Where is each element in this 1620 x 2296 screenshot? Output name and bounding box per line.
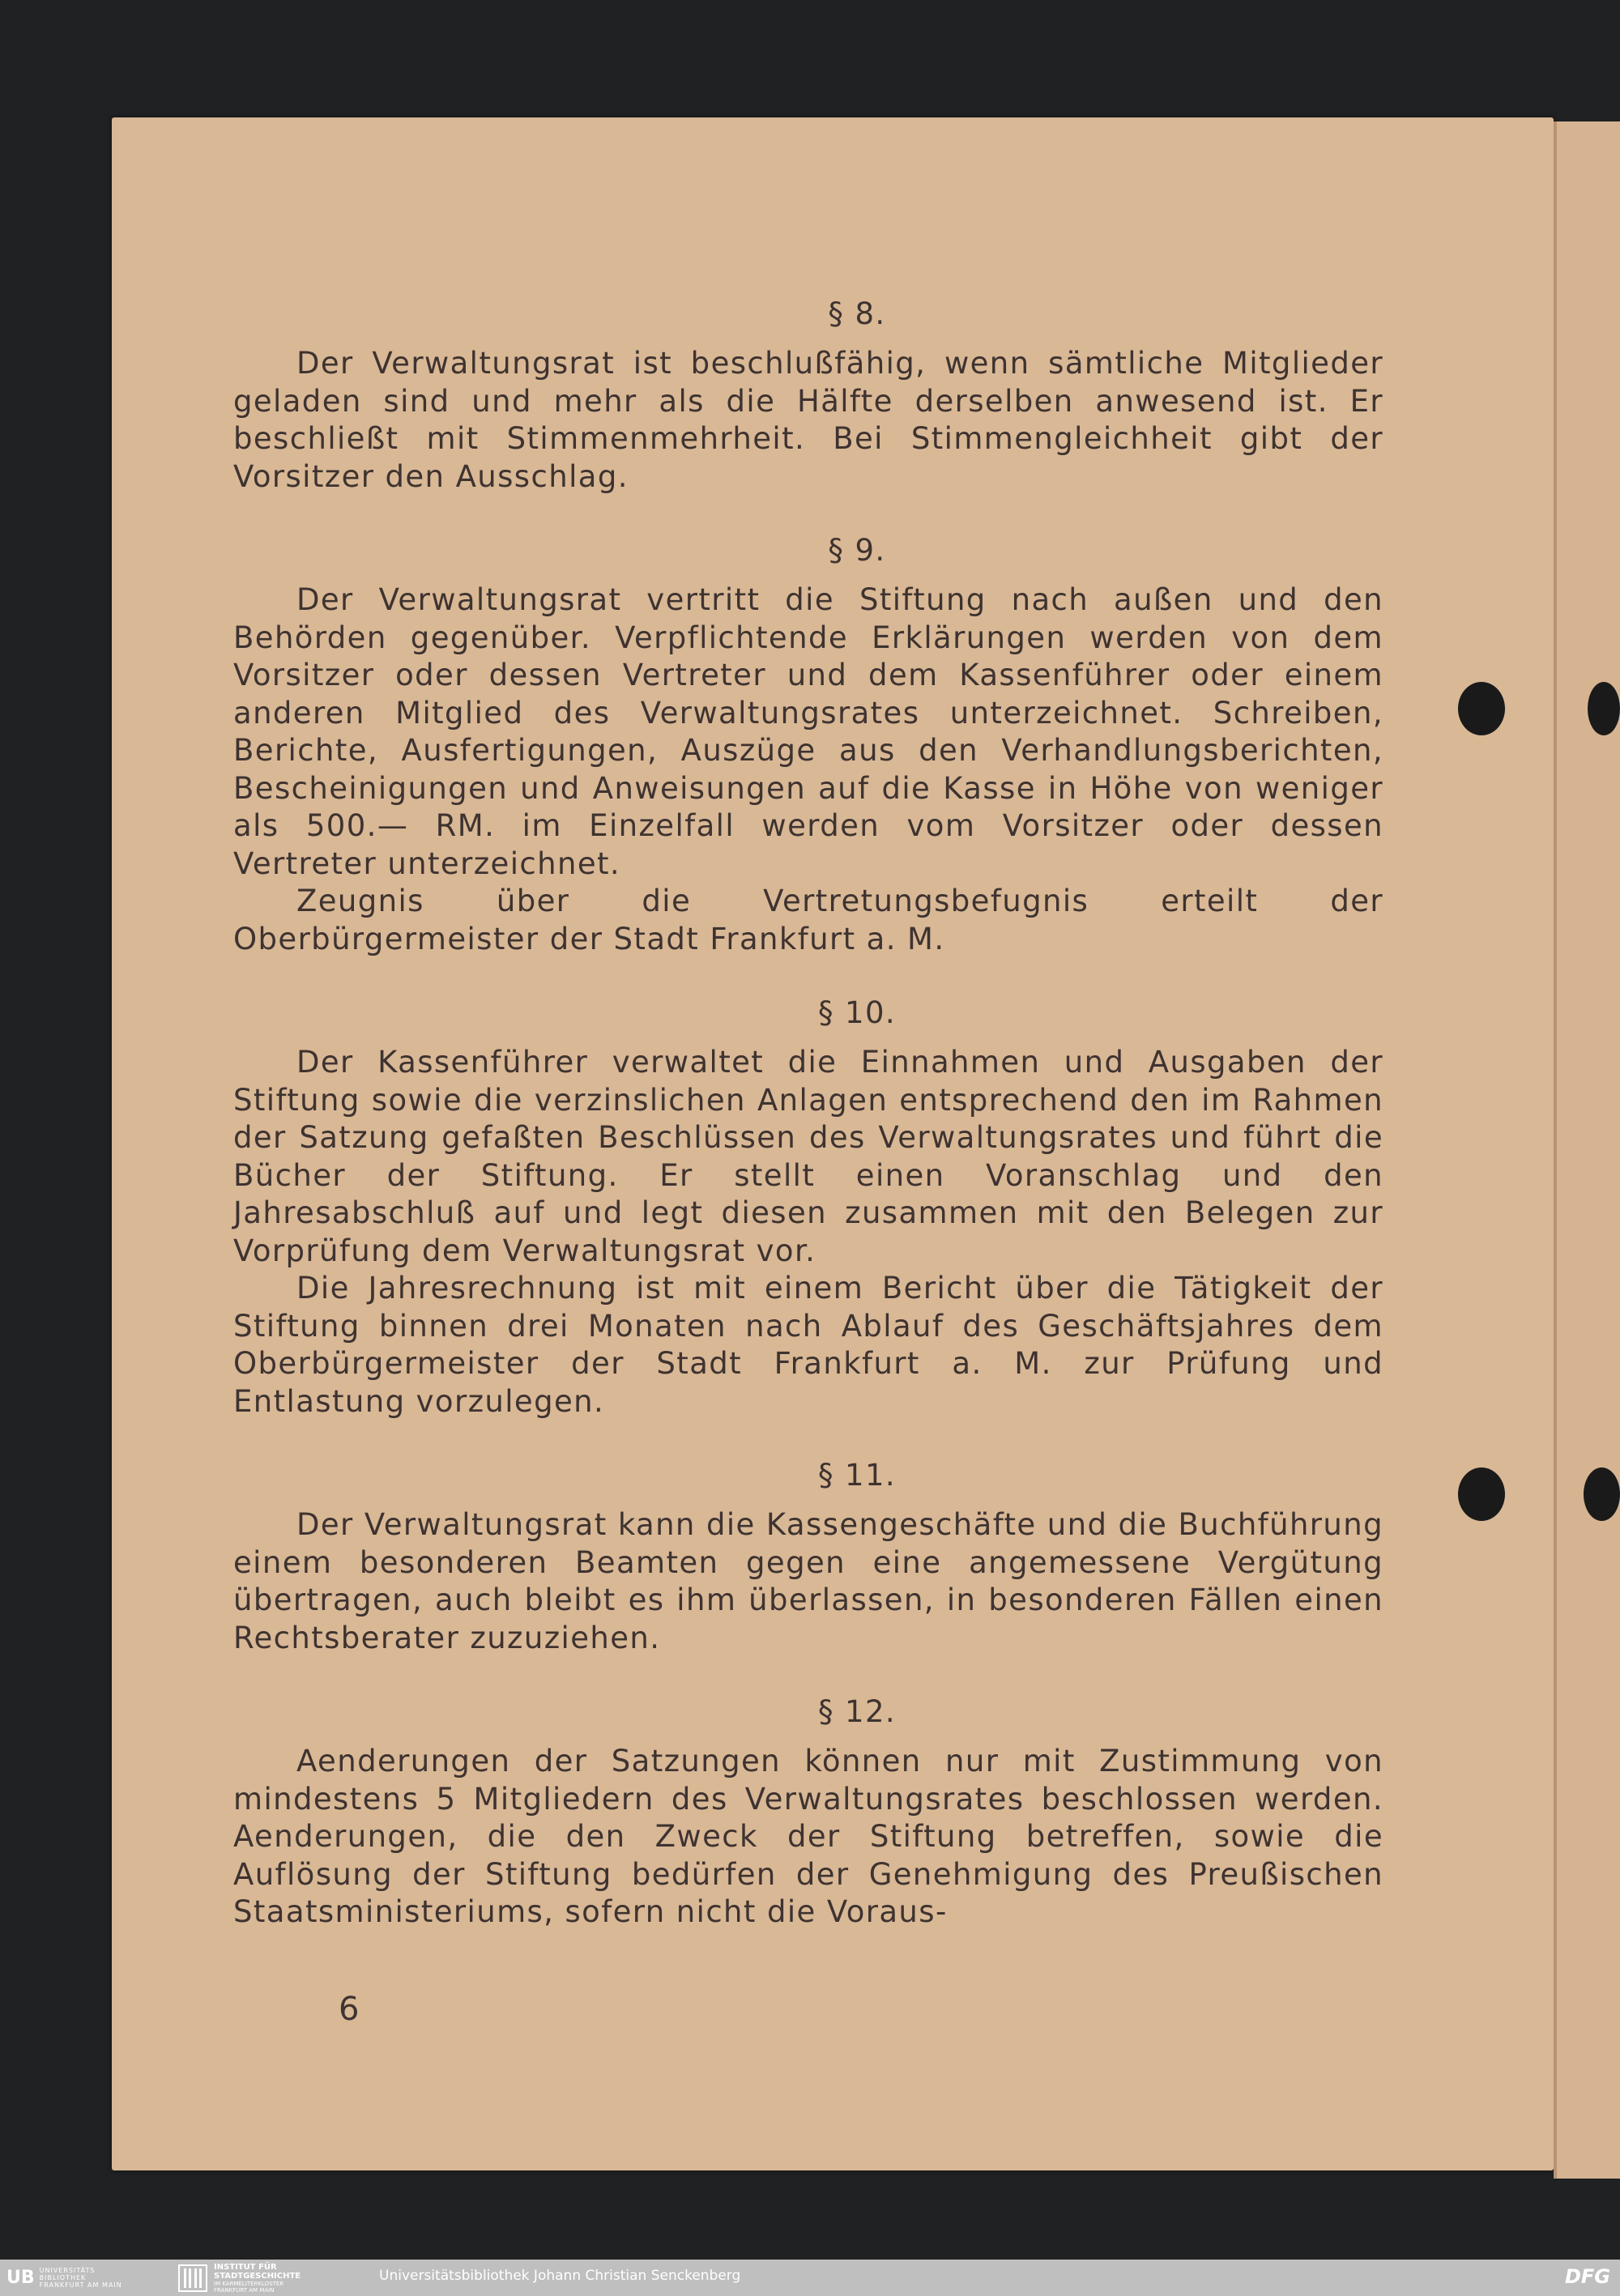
section-title: § 11. [817,1458,897,1493]
ub-logo-text: UB [6,2268,35,2288]
section [233,1453,1383,1657]
section [233,292,1383,496]
dfg-logo: DFG [1564,2265,1610,2288]
punch-hole-next-lower [1584,1467,1620,1521]
document-body [233,292,1383,1964]
institute-caption [214,2263,301,2294]
institute-line: FRANKFURT AM MAIN [214,2286,275,2294]
ub-caption-line: UNIVERSITÄTS [39,2267,96,2274]
punch-hole-next-upper [1588,682,1620,735]
page-number: 6 [339,1991,360,2028]
section-title: § 9. [828,533,886,568]
adjacent-page-edge [1554,121,1620,2179]
section [233,990,1383,1421]
punch-hole-lower [1458,1467,1505,1521]
paragraph: Zeugnis über die Vertretungsbefugnis erteilt der Oberbürgermeister der Stadt Frankfurt a. M. [233,884,1383,956]
section-title: § 12. [817,1694,897,1729]
section [233,528,1383,958]
paragraph: Der Verwaltungsrat ist beschlußfähig, wenn sämtliche Mitglieder geladen sind und mehr als die Hälfte derselben anwesend ist. Er beschließt mit Stimmenmehrheit. Bei Stimmengleichheit gibt der Vorsitzer den Ausschlag. [233,346,1383,494]
paragraph: Der Verwaltungsrat kann die Kassengeschäfte und die Buchführung einem besonderen Beamten gegen eine angemessene Vergütung übertragen, auch bleibt es ihm überlassen, in besonderen Fällen einen Rechtsberater zuzuziehen. [233,1507,1383,1655]
section [233,1689,1383,1932]
library-name: Universitätsbibliothek Johann Christian Senckenberg [379,2268,741,2284]
paragraph: Die Jahresrechnung ist mit einem Bericht über die Tätigkeit der Stiftung binnen drei Monaten nach Ablauf des Geschäftsjahres dem Oberbürgermeister der Stadt Frankfurt a. M. zur Prüfung und Entlastung vorzulegen. [233,1271,1383,1419]
section-title: § 10. [817,995,897,1030]
punch-hole-upper [1458,682,1505,735]
ub-caption-line: BIBLIOTHEK [39,2274,87,2281]
footer-bar [0,2260,1620,2296]
ub-logo [6,2264,122,2291]
paragraph: Der Verwaltungsrat vertritt die Stiftung nach außen und den Behörden gegenüber. Verpflichtende Erklärungen werden von dem Vorsitzer oder dessen Vertreter und dem Kassenführer oder einem anderen Mitglied des Verwaltungsrates unterzeichnet. Schreiben, Berichte, Ausfertigungen, Auszüge aus den Verhandlungsberichten, Bescheinigungen und Anweisungen auf die Kasse in Höhe von weniger als 500.— RM. im Einzelfall werden vom Vorsitzer oder dessen Vertreter unterzeichnet. [233,582,1383,881]
institute-line: IM KARMELITERKLOSTER [214,2280,284,2287]
institute-line: INSTITUT FÜR [214,2262,277,2272]
paragraph: Aenderungen der Satzungen können nur mit Zustimmung von mindestens 5 Mitgliedern des Verwaltungsrates beschlossen werden. Aenderungen, die den Zweck der Stiftung betreffen, sowie die Auflösung der Stiftung bedürfen der Genehmigung des Preußischen Staatsministeriums, sofern nicht die Voraus- [233,1744,1383,1929]
ub-caption-line: FRANKFURT AM MAIN [39,2281,122,2289]
paragraph: Der Kassenführer verwaltet die Einnahmen und Ausgaben der Stiftung sowie die verzinslichen Anlagen entsprechend den im Rahmen der Satzung gefaßten Beschlüssen des Verwaltungsrates und führt die Bücher der Stiftung. Er stellt einen Voranschlag und den Jahresabschluß auf und legt diesen zusammen mit den Belegen zur Vorprüfung dem Verwaltungsrat vor. [233,1045,1383,1268]
institute-logo [178,2264,301,2292]
section-title: § 8. [828,296,886,331]
ub-logo-caption [40,2267,122,2289]
institute-columns-icon [178,2264,207,2292]
institute-line: STADTGESCHICHTE [214,2271,301,2281]
